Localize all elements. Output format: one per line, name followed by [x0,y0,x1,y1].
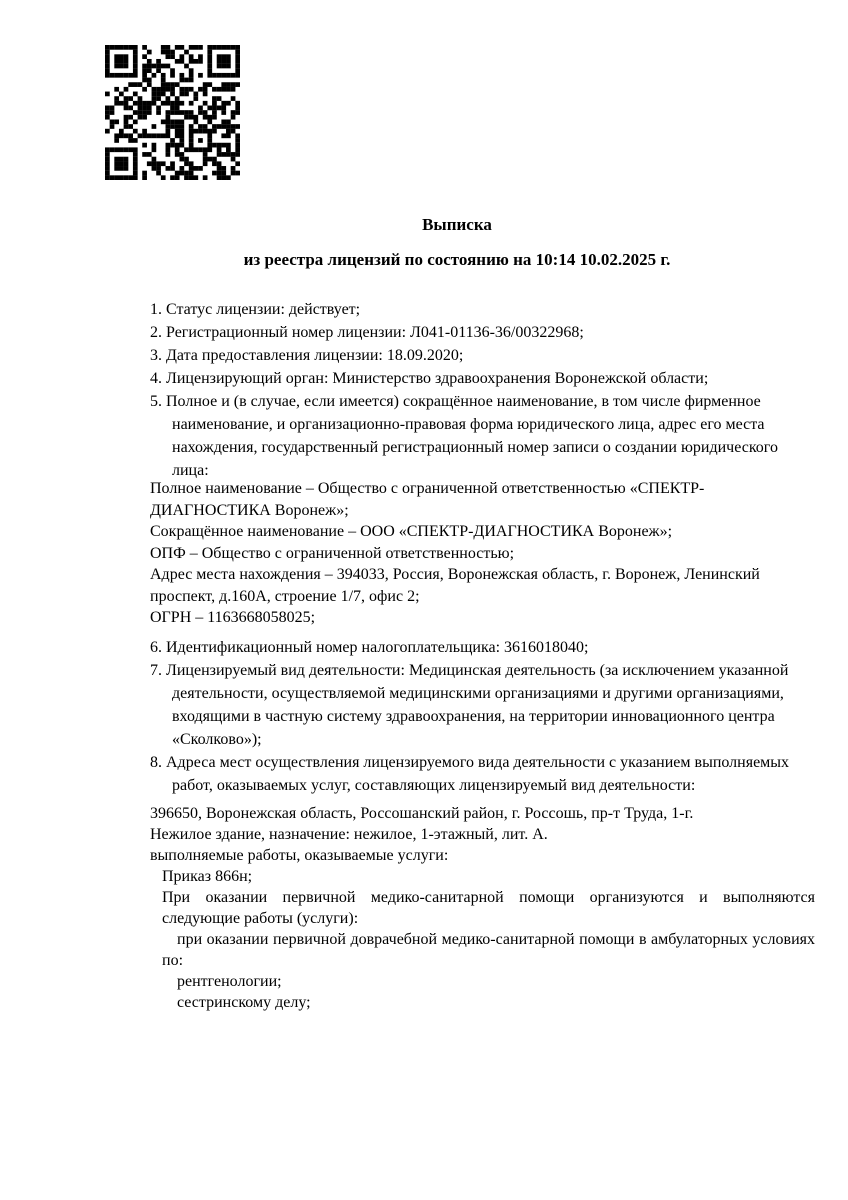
primary-care-works: При оказании первичной медико-санитарной помощи организуются и выполняются следующие работы (услуги): [162,888,815,927]
numbered-item-1 [150,298,815,321]
item-text: Статус лицензии: действует; [166,301,361,318]
page-subtitle: из реестра лицензий по состоянию на 10:14 10.02.2025 г. [243,250,671,269]
item-text: Регистрационный номер лицензии: Л041-01136-36/00322968; [166,324,584,341]
org-full-name: Полное наименование – Общество с ограниченной ответственностью «СПЕКТР-ДИАГНОСТИКА Воронеж»; [150,480,705,519]
item-number: 3. [150,347,162,364]
item-number: 2. [150,324,162,341]
service-item: сестринскому делу; [177,993,311,1011]
item-number: 6. [150,638,162,656]
service-item: рентгенологии; [177,972,282,990]
item-text: Полное и (в случае, если имеется) сокращённое наименование, в том числе фирменное наименование, и организационно-правовая форма юридического лица, адрес его места нахождения, государственный регистрационный номер записи о создании юридического лица: [166,393,778,479]
item-number: 7. [150,661,162,679]
numbered-item-5 [150,390,815,482]
organization-details [150,478,815,629]
org-address: Адрес места нахождения – 394033, Россия, Воронежская область, г. Воронеж, Ленинский проспект, д.160А, строение 1/7, офис 2; [150,566,760,605]
org-ogrn: ОГРН – 1163668058025; [150,609,316,626]
order-reference: Приказ 866н; [162,867,253,885]
item-number: 8. [150,753,162,771]
item-text: Лицензируемый вид деятельности: Медицинская деятельность (за исключением указанной деятельности, осуществляемой медицинскими организациями и другими организациями, входящими в частную систему здравоохранения, на территории инновационного центра «Сколково»); [166,661,789,748]
title-block [148,213,766,271]
org-short-name: Сокращённое наименование – ООО «СПЕКТР-ДИАГНОСТИКА Воронеж»; [150,523,673,540]
item-number: 1. [150,301,162,318]
item-text: Лицензирующий орган: Министерство здравоохранения Воронежской области; [166,370,709,387]
qr-code-icon [105,45,240,180]
item-number: 5. [150,393,162,410]
org-opf: ОПФ – Общество с ограниченной ответственностью; [150,544,515,562]
page-title: Выписка [422,215,492,234]
activity-address-block [150,803,815,1013]
pre-medical-works: при оказании первичной доврачебной медико-санитарной помощи в амбулаторных условиях по: [162,930,815,969]
activity-address: 396650, Воронежская область, Россошанский район, г. Россошь, пр-т Труда, 1-г. [150,804,694,822]
building-description: Нежилое здание, назначение: нежилое, 1-этажный, лит. А. [150,825,548,843]
numbered-item-3 [150,344,815,367]
works-header: выполняемые работы, оказываемые услуги: [150,846,449,864]
item-text: Адреса мест осуществления лицензируемого вида деятельности с указанием выполняемых работ, оказываемых услуг, составляющих лицензируемый вид деятельности: [166,753,790,794]
item-number: 4. [150,370,162,387]
numbered-item-8 [150,751,815,797]
numbered-item-7 [150,659,815,751]
document-body [150,298,815,1013]
item-text: Идентификационный номер налогоплательщика: 3616018040; [166,638,589,656]
item-text: Дата предоставления лицензии: 18.09.2020; [166,347,464,364]
numbered-item-2 [150,321,815,344]
numbered-item-6 [150,636,815,659]
numbered-item-4 [150,367,815,390]
